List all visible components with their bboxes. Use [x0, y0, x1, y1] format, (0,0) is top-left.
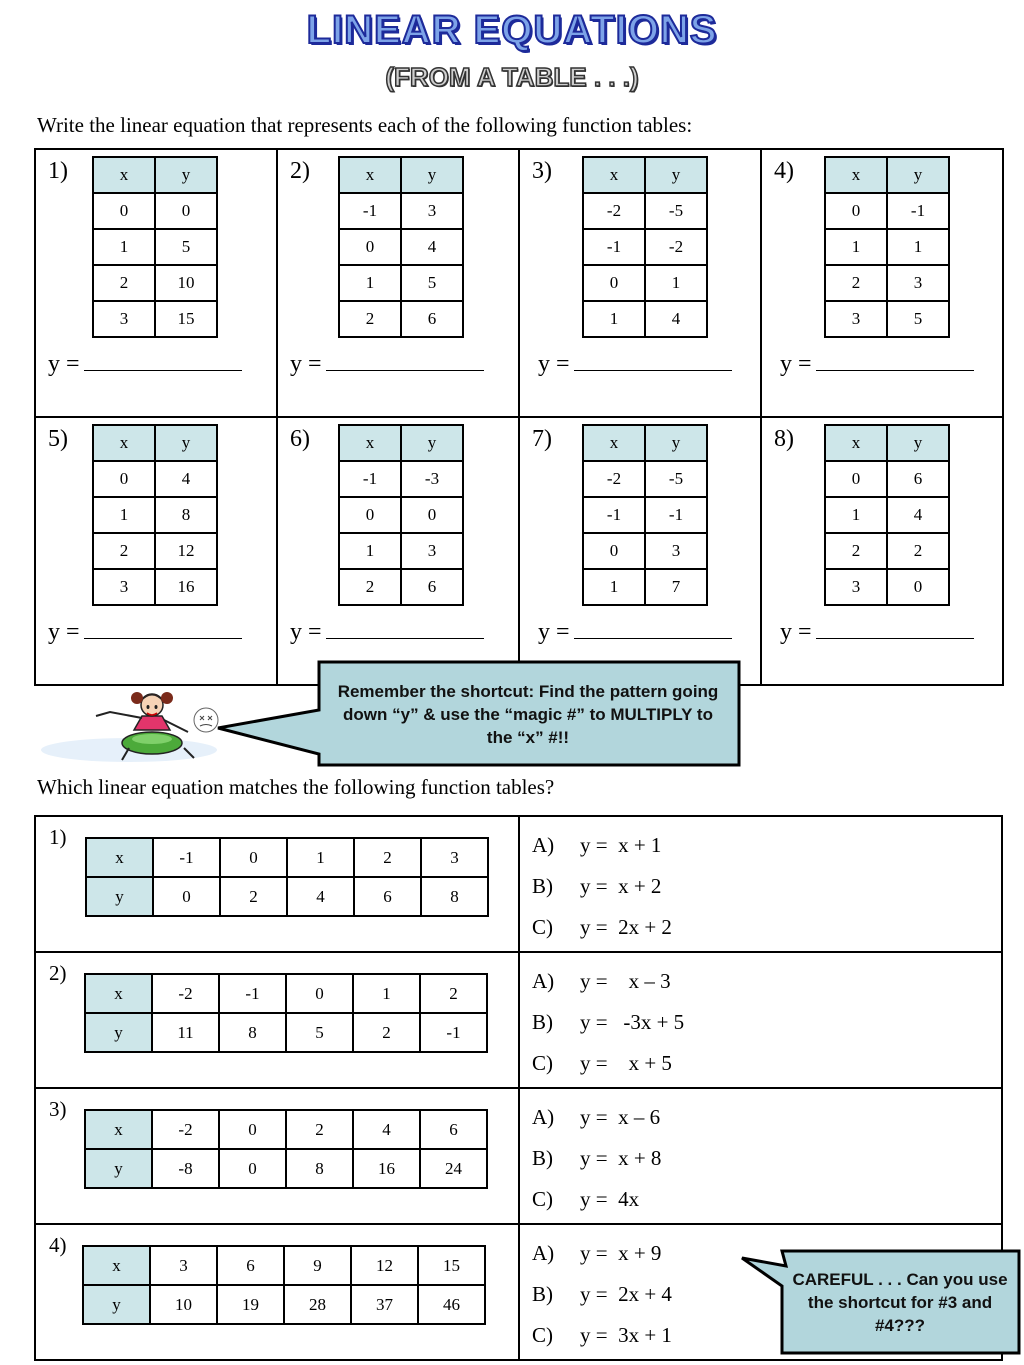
table-row: [825, 229, 949, 265]
answer-prefix: y =: [290, 351, 322, 377]
table-cell: 1: [353, 974, 420, 1013]
table-row: [825, 301, 949, 337]
problem-cell: [276, 148, 520, 418]
answer-choice[interactable]: [532, 1187, 639, 1212]
choice-equation: y = x + 2: [580, 874, 662, 898]
table-header-cell: x: [825, 157, 887, 193]
table-cell: 6: [401, 569, 463, 605]
table-cell: 4: [401, 229, 463, 265]
horizontal-function-table: [85, 837, 489, 917]
table-cell: 24: [420, 1149, 487, 1188]
worksheet-title: LINEAR EQUATIONS: [306, 8, 718, 52]
table-cell: 1: [339, 265, 401, 301]
table-cell: -1: [219, 974, 286, 1013]
table-row: [339, 461, 463, 497]
table-cell: -2: [152, 1110, 219, 1149]
table-row: [583, 533, 707, 569]
table-row: [825, 461, 949, 497]
answer-choice[interactable]: [532, 1010, 684, 1035]
table-row: [583, 301, 707, 337]
table-row: [93, 193, 217, 229]
table-cell: 0: [825, 193, 887, 229]
table-cell: 28: [284, 1285, 351, 1324]
table-cell: 5: [155, 229, 217, 265]
problem-number: 2): [290, 158, 310, 184]
table-cell: 2: [339, 569, 401, 605]
table-cell: 15: [418, 1246, 485, 1285]
table-cell: 2: [220, 877, 287, 916]
choice-label: B): [532, 874, 553, 898]
table-row: [93, 533, 217, 569]
table-header-cell: y: [85, 1149, 152, 1188]
table-cell: 1: [583, 301, 645, 337]
table-cell: 0: [339, 229, 401, 265]
table-row: [339, 533, 463, 569]
cartoon-girl-image: [34, 688, 220, 764]
table-row: [583, 193, 707, 229]
choice-label: C): [532, 915, 553, 939]
answer-blank[interactable]: [326, 350, 484, 371]
choice-label: C): [532, 1051, 553, 1075]
table-row: [93, 301, 217, 337]
answer-line: [290, 350, 484, 378]
problem-number: 4): [49, 1233, 67, 1257]
table-header-cell: y: [401, 425, 463, 461]
table-cell: 6: [217, 1246, 284, 1285]
table-cell: 3: [93, 301, 155, 337]
problem-cell: [34, 416, 278, 686]
table-row: [583, 265, 707, 301]
table-cell: -5: [645, 193, 707, 229]
table-cell: -1: [339, 461, 401, 497]
answer-choice[interactable]: [532, 833, 661, 858]
table-row: [93, 497, 217, 533]
problem-number: 5): [48, 426, 68, 452]
table-header-cell: y: [887, 425, 949, 461]
table-cell: 6: [401, 301, 463, 337]
table-cell: 2: [93, 533, 155, 569]
table-cell: 2: [339, 301, 401, 337]
table-cell: 4: [287, 877, 354, 916]
table-cell: 2: [93, 265, 155, 301]
table-row: [825, 193, 949, 229]
table-cell: 3: [887, 265, 949, 301]
table-header-cell: x: [339, 425, 401, 461]
table-cell: 4: [887, 497, 949, 533]
table-cell: 1: [93, 497, 155, 533]
choice-equation: y = 2x + 4: [580, 1282, 672, 1306]
match-choices-cell: [518, 815, 1003, 953]
problem-number: 8): [774, 426, 794, 452]
table-cell: 16: [155, 569, 217, 605]
table-header-cell: x: [85, 1110, 152, 1149]
table-cell: 19: [217, 1285, 284, 1324]
problem-number: 7): [532, 426, 552, 452]
table-row: [93, 265, 217, 301]
problem-number: 1): [49, 825, 67, 849]
table-cell: 3: [421, 838, 488, 877]
function-table: [582, 156, 708, 338]
function-table: [338, 156, 464, 338]
table-row: [93, 569, 217, 605]
table-cell: -2: [152, 974, 219, 1013]
answer-prefix: y =: [538, 351, 570, 377]
table-cell: 2: [420, 974, 487, 1013]
table-header-cell: x: [93, 157, 155, 193]
table-cell: -1: [645, 497, 707, 533]
function-table: [338, 424, 464, 606]
table-cell: 9: [284, 1246, 351, 1285]
problem-number: 3): [49, 1097, 67, 1121]
table-cell: 4: [155, 461, 217, 497]
table-row: [93, 229, 217, 265]
choice-label: A): [532, 1241, 555, 1265]
table-row: [583, 497, 707, 533]
table-row: [825, 265, 949, 301]
answer-line: [780, 350, 974, 378]
table-header-cell: x: [85, 974, 152, 1013]
table-row: [86, 838, 488, 877]
table-cell: 1: [287, 838, 354, 877]
table-cell: 0: [93, 461, 155, 497]
match-choices-cell: [518, 1087, 1003, 1225]
choice-label: A): [532, 969, 555, 993]
table-cell: 2: [286, 1110, 353, 1149]
table-cell: 12: [351, 1246, 418, 1285]
table-cell: 3: [825, 301, 887, 337]
table-row: [83, 1285, 485, 1324]
problem-number: 6): [290, 426, 310, 452]
match-problem-cell: [34, 1223, 520, 1361]
answer-blank[interactable]: [816, 618, 974, 639]
table-cell: 0: [219, 1110, 286, 1149]
choice-equation: y = x + 1: [580, 833, 662, 857]
table-cell: -1: [887, 193, 949, 229]
answer-choice[interactable]: [532, 874, 661, 899]
table-header-cell: x: [339, 157, 401, 193]
table-cell: 1: [887, 229, 949, 265]
problem-number: 4): [774, 158, 794, 184]
table-cell: -1: [420, 1013, 487, 1052]
table-cell: -2: [645, 229, 707, 265]
table-cell: 6: [887, 461, 949, 497]
table-cell: 3: [150, 1246, 217, 1285]
table-cell: 0: [825, 461, 887, 497]
table-row: [583, 229, 707, 265]
worksheet-subtitle: (FROM A TABLE . . .): [385, 62, 639, 92]
problem-cell: [518, 416, 762, 686]
table-header-cell: y: [887, 157, 949, 193]
table-cell: 3: [401, 193, 463, 229]
table-cell: -2: [583, 193, 645, 229]
choice-equation: y = x + 9: [580, 1241, 662, 1265]
answer-choice[interactable]: [532, 1282, 672, 1307]
choice-equation: y = 4x: [580, 1187, 640, 1211]
table-header-cell: y: [401, 157, 463, 193]
table-cell: -2: [583, 461, 645, 497]
table-header-cell: y: [86, 877, 153, 916]
answer-line: [780, 618, 974, 646]
answer-line: [538, 618, 732, 646]
table-cell: 11: [152, 1013, 219, 1052]
table-row: [339, 193, 463, 229]
choice-label: B): [532, 1282, 553, 1306]
choice-equation: y = x + 5: [580, 1051, 672, 1075]
table-cell: 0: [401, 497, 463, 533]
answer-choice[interactable]: [532, 1051, 672, 1076]
answer-choice[interactable]: [532, 1241, 661, 1266]
table-cell: 6: [354, 877, 421, 916]
table-cell: 5: [887, 301, 949, 337]
table-cell: 5: [286, 1013, 353, 1052]
table-cell: 1: [645, 265, 707, 301]
table-cell: -1: [583, 497, 645, 533]
table-cell: 2: [354, 838, 421, 877]
table-cell: 0: [220, 838, 287, 877]
table-cell: 2: [825, 533, 887, 569]
table-cell: -1: [153, 838, 220, 877]
answer-blank[interactable]: [326, 618, 484, 639]
table-cell: 8: [421, 877, 488, 916]
table-cell: 5: [401, 265, 463, 301]
answer-prefix: y =: [48, 351, 80, 377]
table-header-cell: x: [83, 1246, 150, 1285]
answer-line: [290, 618, 484, 646]
table-header-cell: y: [155, 157, 217, 193]
answer-blank[interactable]: [574, 350, 732, 371]
table-cell: 7: [645, 569, 707, 605]
table-cell: -1: [583, 229, 645, 265]
answer-blank[interactable]: [816, 350, 974, 371]
warning-bubble-text: CAREFUL . . . Can you use the shortcut for #3 and #4???: [792, 1270, 1008, 1335]
answer-blank[interactable]: [84, 350, 242, 371]
match-problem-cell: [34, 1087, 520, 1225]
part2-instruction: Which linear equation matches the following function tables?: [37, 775, 555, 799]
table-cell: 1: [825, 229, 887, 265]
table-header-cell: x: [583, 425, 645, 461]
choice-equation: y = x – 6: [580, 1105, 661, 1129]
table-cell: 8: [155, 497, 217, 533]
table-cell: 2: [353, 1013, 420, 1052]
table-header-cell: y: [645, 157, 707, 193]
table-row: [339, 301, 463, 337]
table-cell: 3: [93, 569, 155, 605]
table-row: [583, 569, 707, 605]
table-header-cell: y: [155, 425, 217, 461]
table-cell: 37: [351, 1285, 418, 1324]
table-cell: -1: [339, 193, 401, 229]
choice-equation: y = x – 3: [580, 969, 671, 993]
table-row: [339, 229, 463, 265]
table-row: [85, 974, 487, 1013]
table-cell: 0: [339, 497, 401, 533]
table-cell: 4: [645, 301, 707, 337]
horizontal-function-table: [82, 1245, 486, 1325]
table-cell: 16: [353, 1149, 420, 1188]
problem-cell: [760, 148, 1004, 418]
table-cell: 6: [420, 1110, 487, 1149]
choice-equation: y = 2x + 2: [580, 915, 672, 939]
table-cell: 0: [583, 533, 645, 569]
answer-choice[interactable]: [532, 915, 672, 940]
table-row: [583, 461, 707, 497]
table-row: [86, 877, 488, 916]
table-cell: 10: [155, 265, 217, 301]
problem-cell: [34, 148, 278, 418]
table-cell: 10: [150, 1285, 217, 1324]
answer-prefix: y =: [538, 619, 570, 645]
choice-label: A): [532, 1105, 555, 1129]
answer-choice[interactable]: [532, 1105, 660, 1130]
answer-line: [538, 350, 732, 378]
answer-prefix: y =: [48, 619, 80, 645]
problem-number: 3): [532, 158, 552, 184]
problem-cell: [760, 416, 1004, 686]
choice-label: C): [532, 1187, 553, 1211]
table-cell: 4: [353, 1110, 420, 1149]
table-cell: -5: [645, 461, 707, 497]
answer-prefix: y =: [780, 619, 812, 645]
table-cell: 1: [93, 229, 155, 265]
table-cell: 1: [339, 533, 401, 569]
answer-blank[interactable]: [84, 618, 242, 639]
table-row: [825, 497, 949, 533]
match-problem-cell: [34, 951, 520, 1089]
problem-number: 2): [49, 961, 67, 985]
table-row: [825, 533, 949, 569]
table-cell: 1: [583, 569, 645, 605]
table-cell: 0: [887, 569, 949, 605]
table-cell: -8: [152, 1149, 219, 1188]
table-cell: -3: [401, 461, 463, 497]
table-row: [85, 1110, 487, 1149]
table-cell: 8: [219, 1013, 286, 1052]
part1-instruction: Write the linear equation that represents each of the following function tables:: [37, 113, 693, 137]
match-problem-cell: [34, 815, 520, 953]
problem-number: 1): [48, 158, 68, 184]
table-cell: 0: [153, 877, 220, 916]
table-header-cell: y: [83, 1285, 150, 1324]
table-row: [85, 1149, 487, 1188]
table-row: [339, 497, 463, 533]
choice-label: B): [532, 1146, 553, 1170]
horizontal-function-table: [84, 1109, 488, 1189]
table-header-cell: x: [93, 425, 155, 461]
table-cell: 3: [401, 533, 463, 569]
table-cell: 12: [155, 533, 217, 569]
table-cell: 0: [286, 974, 353, 1013]
problem-cell: [276, 416, 520, 686]
problem-cell: [518, 148, 762, 418]
choice-equation: y = -3x + 5: [580, 1010, 685, 1034]
function-table: [92, 156, 218, 338]
table-row: [339, 569, 463, 605]
table-cell: 2: [887, 533, 949, 569]
tip-bubble-text: Remember the shortcut: Find the pattern going down “y” & use the “magic #” to MULTIPLY to the “x” #!!: [337, 682, 719, 747]
table-row: [93, 461, 217, 497]
answer-blank[interactable]: [574, 618, 732, 639]
table-header-cell: x: [583, 157, 645, 193]
answer-choice[interactable]: [532, 969, 671, 994]
function-table: [92, 424, 218, 606]
table-row: [85, 1013, 487, 1052]
answer-choice[interactable]: [532, 1323, 672, 1348]
table-cell: 1: [825, 497, 887, 533]
function-table: [824, 424, 950, 606]
choice-label: B): [532, 1010, 553, 1034]
table-cell: 8: [286, 1149, 353, 1188]
choice-label: C): [532, 1323, 553, 1347]
table-row: [825, 569, 949, 605]
horizontal-function-table: [84, 973, 488, 1053]
answer-prefix: y =: [290, 619, 322, 645]
table-header-cell: y: [85, 1013, 152, 1052]
table-row: [339, 265, 463, 301]
choice-equation: y = 3x + 1: [580, 1323, 672, 1347]
match-choices-cell: [518, 951, 1003, 1089]
table-cell: 46: [418, 1285, 485, 1324]
table-cell: 3: [825, 569, 887, 605]
table-cell: 0: [219, 1149, 286, 1188]
table-row: [83, 1246, 485, 1285]
table-cell: 0: [583, 265, 645, 301]
table-header-cell: x: [86, 838, 153, 877]
answer-prefix: y =: [780, 351, 812, 377]
table-cell: 0: [155, 193, 217, 229]
choice-label: A): [532, 833, 555, 857]
choice-equation: y = x + 8: [580, 1146, 662, 1170]
table-cell: 2: [825, 265, 887, 301]
function-table: [824, 156, 950, 338]
answer-line: [48, 350, 242, 378]
table-cell: 0: [93, 193, 155, 229]
answer-line: [48, 618, 242, 646]
function-table: [582, 424, 708, 606]
table-cell: 15: [155, 301, 217, 337]
table-cell: 3: [645, 533, 707, 569]
answer-choice[interactable]: [532, 1146, 661, 1171]
table-header-cell: y: [645, 425, 707, 461]
table-header-cell: x: [825, 425, 887, 461]
